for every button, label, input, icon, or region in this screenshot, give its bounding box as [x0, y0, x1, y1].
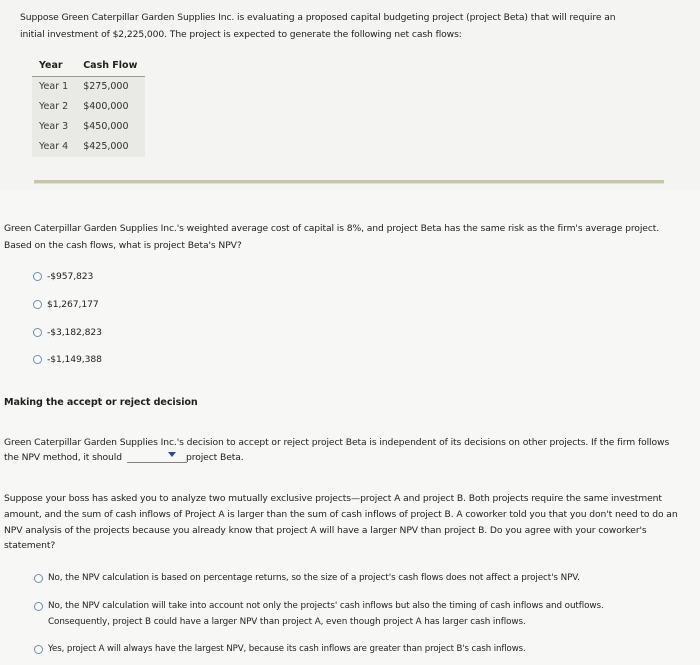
npv-option-label: -$957,823: [47, 271, 94, 282]
radio-button-icon[interactable]: [34, 574, 43, 583]
table-header-row: [32, 58, 145, 77]
year-cell: Year 2: [39, 101, 69, 112]
npv-option-2[interactable]: [33, 296, 99, 313]
intro-line-2: initial investment of $2,225,000. The project is expected to generate the following net cash flows:: [20, 29, 462, 40]
year-column-header: Year: [32, 58, 76, 77]
question3-line-4: statement?: [4, 540, 56, 551]
question3-line-2: amount, and the sum of cash inflows of Project A is larger than the sum of cash inflows of project B. A coworker told you that you don't need to do an: [4, 509, 678, 520]
table-row: [32, 137, 145, 157]
cash-flow-cell: $275,000: [83, 81, 129, 92]
npv-option-label: -$3,182,823: [47, 327, 102, 338]
question-panel: [0, 190, 700, 665]
coworker-option-3[interactable]: [34, 641, 526, 658]
section-title: Making the accept or reject decision: [4, 397, 198, 408]
question2-line-2-start: the NPV method, it should: [4, 452, 122, 463]
coworker-option-1[interactable]: [34, 570, 580, 587]
npv-option-4[interactable]: [33, 351, 102, 368]
accept-reject-dropdown[interactable]: [127, 452, 187, 463]
intro-line-1: Suppose Green Caterpillar Garden Supplies Inc. is evaluating a proposed capital budgeting project (project Beta) that will require an: [20, 12, 616, 23]
radio-button-icon[interactable]: [34, 602, 43, 611]
cash-flow-cell: $450,000: [83, 121, 129, 132]
chevron-down-icon[interactable]: [168, 452, 176, 457]
radio-button-icon[interactable]: [33, 328, 42, 337]
table-row: [32, 77, 145, 98]
radio-button-icon[interactable]: [34, 645, 43, 654]
radio-button-icon[interactable]: [33, 272, 42, 281]
question3-line-3: NPV analysis of the projects because you already know that project A will have a larger NPV than project B. Do you agree with your coworker's: [4, 525, 647, 536]
year-cell: Year 3: [39, 121, 69, 132]
cash-flow-column-header: Cash Flow: [76, 58, 145, 77]
question1-line-1: Green Caterpillar Garden Supplies Inc.'s weighted average cost of capital is 8%, and project Beta has the same risk as the firm's average project.: [4, 223, 660, 234]
coworker-option-label: No, the NPV calculation is based on percentage returns, so the size of a project's cash flows does not affect a project's NPV.: [48, 573, 580, 583]
radio-button-icon[interactable]: [33, 300, 42, 309]
question2-line-1: Green Caterpillar Garden Supplies Inc.'s decision to accept or reject project Beta is independent of its decisions on other projects. If the firm follows: [4, 437, 670, 448]
coworker-option-label: No, the NPV calculation will take into account not only the projects' cash inflows but also the timing of cash inflows and outflows.: [48, 601, 604, 611]
question3-line-1: Suppose your boss has asked you to analyze two mutually exclusive projects—project A and project B. Both projects require the same investment: [4, 493, 662, 504]
section-divider: [34, 180, 664, 184]
year-cell: Year 1: [39, 81, 69, 92]
npv-option-label: $1,267,177: [47, 299, 99, 310]
npv-option-3[interactable]: [33, 324, 102, 341]
radio-button-icon[interactable]: [33, 355, 42, 364]
table-row: [32, 97, 145, 117]
table-row: [32, 117, 145, 137]
question1-line-2: Based on the cash flows, what is project Beta's NPV?: [4, 240, 242, 251]
npv-option-1[interactable]: [33, 268, 93, 285]
coworker-option-2[interactable]: [34, 598, 604, 615]
cash-flow-table: [32, 58, 145, 157]
cash-flow-cell: $425,000: [83, 141, 129, 152]
cash-flow-cell: $400,000: [83, 101, 129, 112]
year-cell: Year 4: [39, 141, 69, 152]
npv-option-label: -$1,149,388: [47, 354, 102, 365]
question2-line-2-end: project Beta.: [186, 452, 244, 463]
coworker-option-label: Yes, project A will always have the largest NPV, because its cash inflows are greater than project B's cash inflows.: [48, 644, 526, 654]
coworker-option-2-continued: Consequently, project B could have a larger NPV than project A, even though project A has larger cash inflows.: [48, 617, 526, 627]
